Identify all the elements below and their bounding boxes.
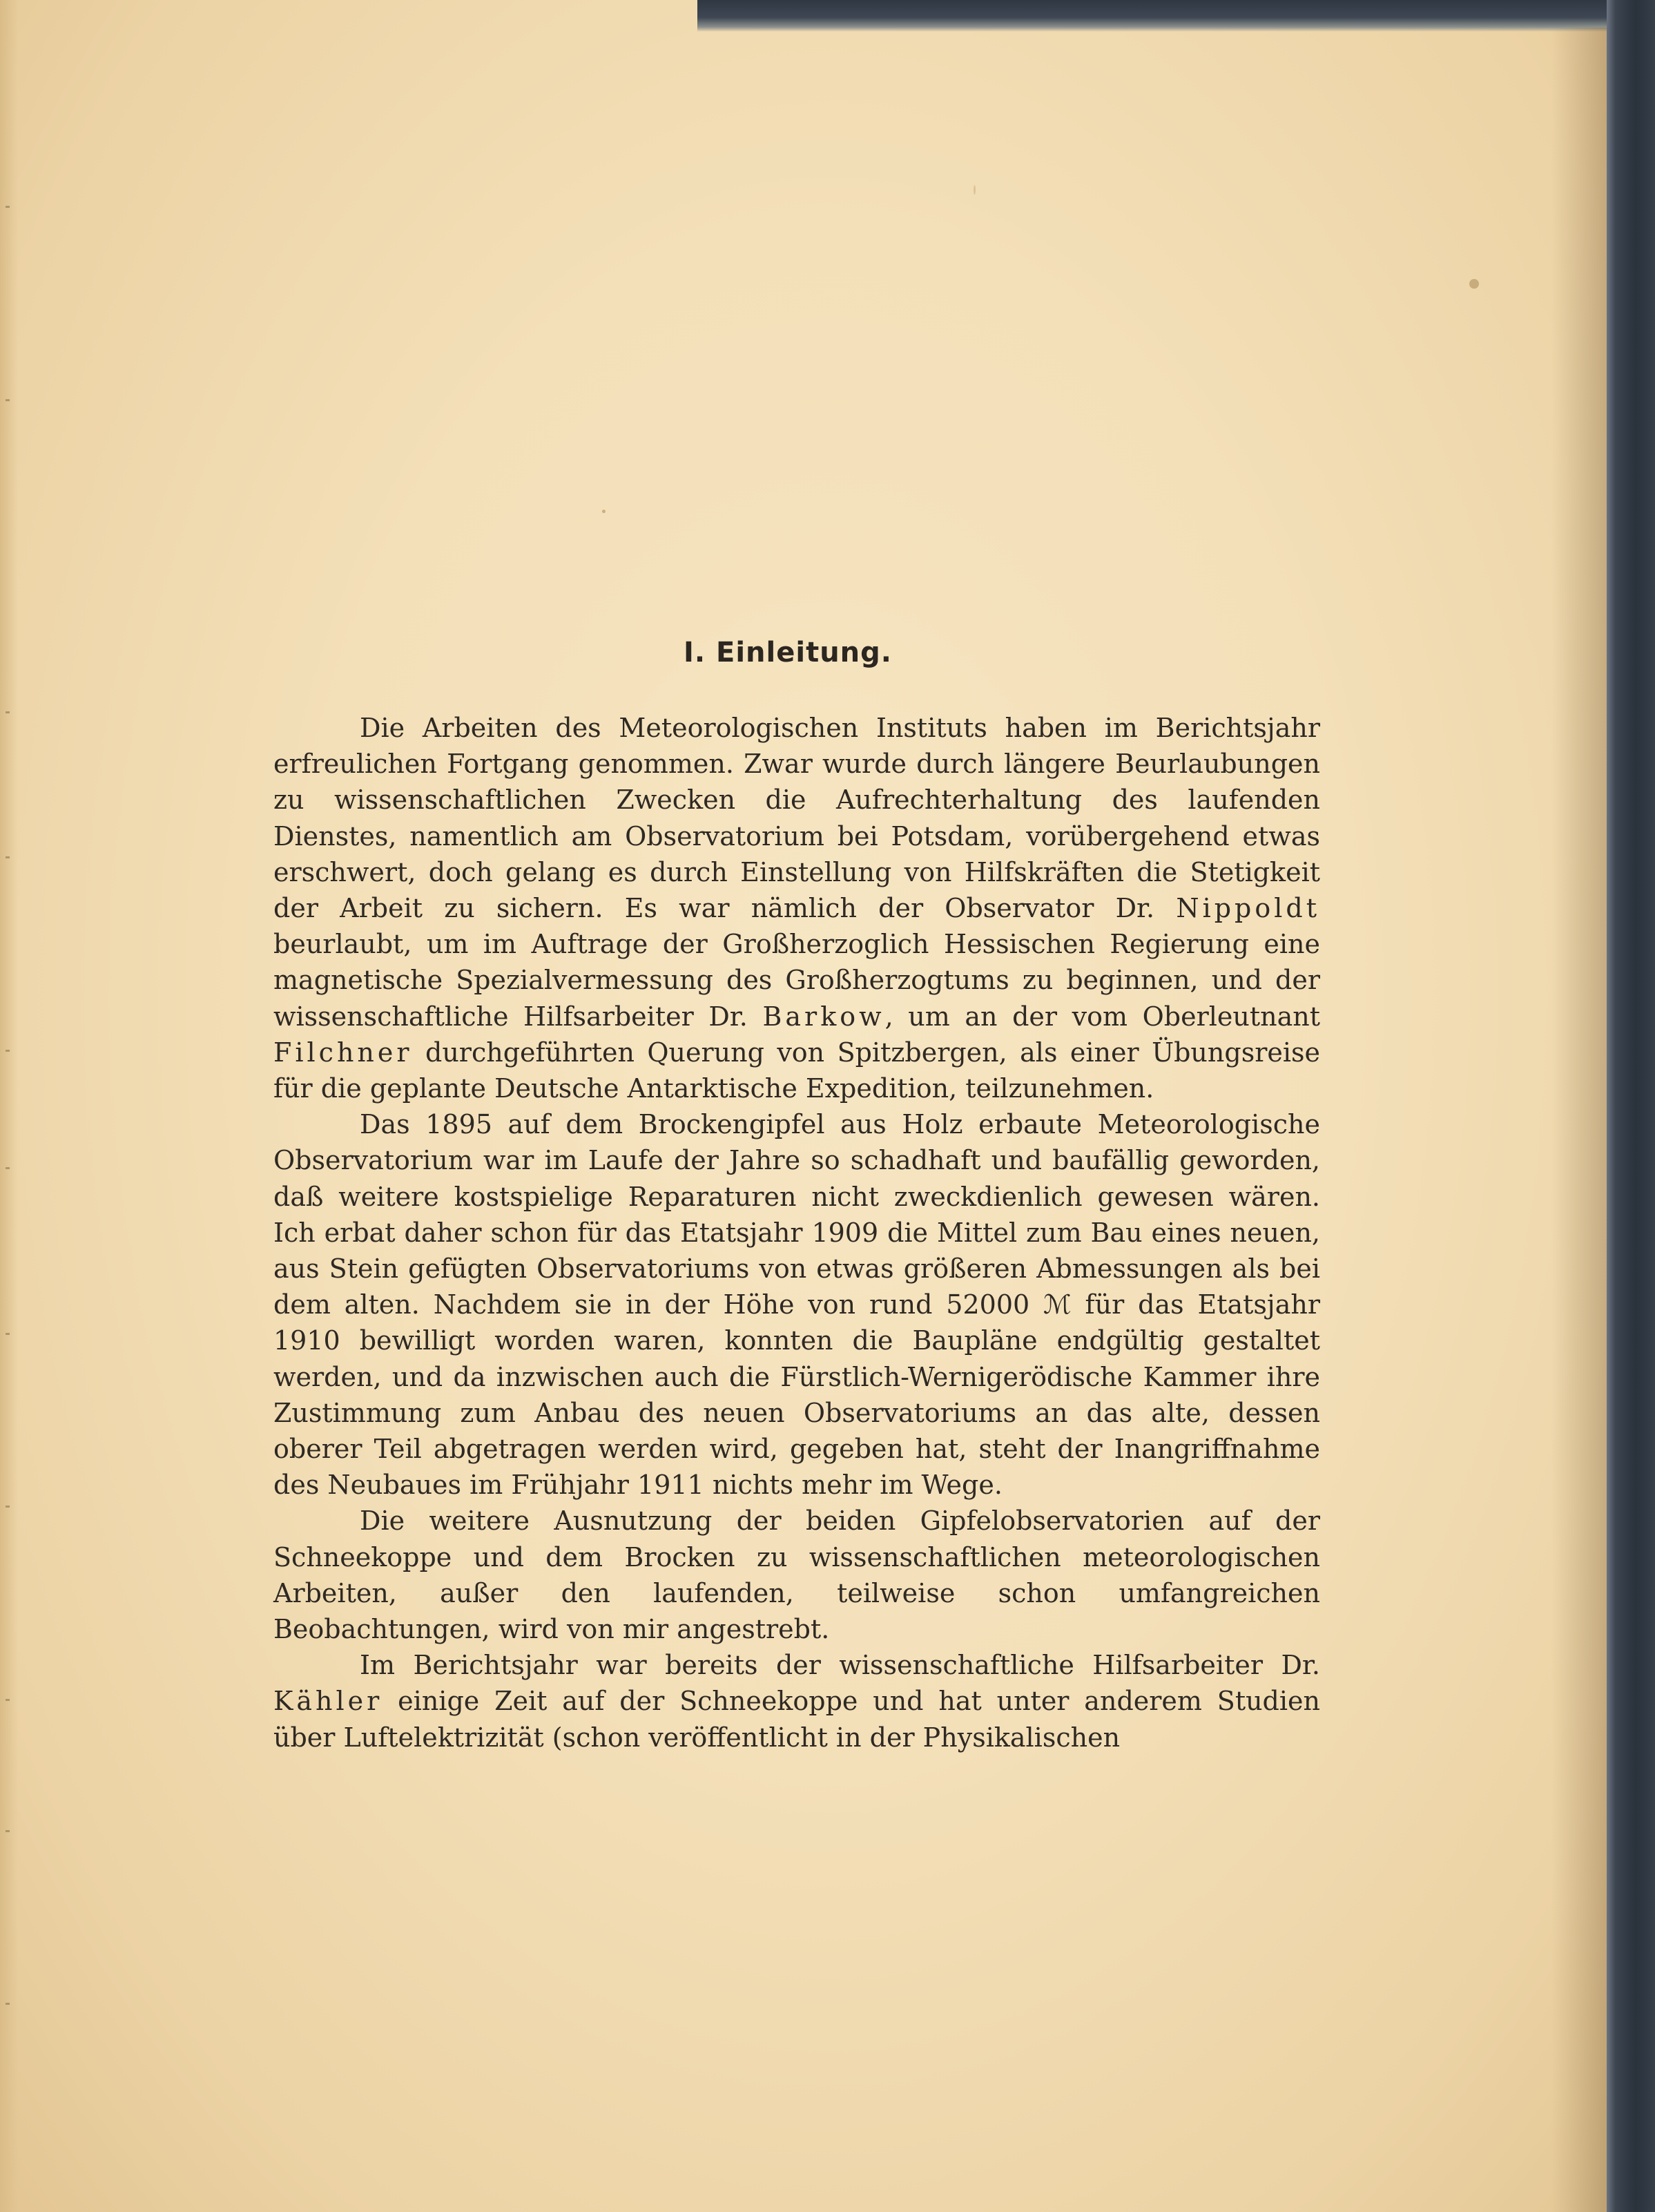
book-binding-right <box>1607 0 1655 2212</box>
paragraph <box>273 710 1320 1106</box>
edge-mark <box>6 1699 10 1701</box>
paragraph-text: Die Arbeiten des Meteorologischen Instituts haben im Berichtsjahr erfreulichen Fortgang genommen. Zwar wurde durch längere Beurlaubungen zu wissenschaftlichen Zwecken die Aufrechterhaltung des laufenden Dienstes, namentlich am Observatorium bei Potsdam, vorübergehend etwas erschwert, doch gelang es durch Einstellung von Hilfskräften die Stetigkeit der Arbeit zu sichern. Es war nämlich der Observator Dr. <box>273 713 1320 924</box>
spaced-name: Kähler <box>273 1686 383 1717</box>
paragraph-text: einige Zeit auf der Schneekoppe und hat unter anderem Studien über Luftelektrizität (schon veröffentlicht in der Physikalischen <box>273 1686 1320 1753</box>
edge-mark <box>6 711 10 713</box>
paragraph-text: beurlaubt, um im Auftrage der Großherzoglich Hessischen Regierung eine magnetische Spezialvermessung des Großherzogtums zu beginnen, und der wissenschaftliche Hilfsarbeiter Dr. <box>273 929 1320 1032</box>
paragraph-text: Die weitere Ausnutzung der beiden Gipfelobservatorien auf der Schneekoppe und dem Brocken zu wissenschaftlichen meteorologischen Arbeiten, außer den laufenden, teilweise schon umfangreichen Beobachtungen, wird von mir angestrebt. <box>273 1506 1320 1645</box>
paragraph <box>273 1503 1320 1647</box>
paper-speck <box>974 185 976 195</box>
paper-speck <box>602 510 606 513</box>
body-text <box>273 710 1320 1756</box>
paragraph <box>273 1106 1320 1503</box>
edge-mark <box>6 1506 10 1508</box>
edge-mark <box>6 1050 10 1052</box>
paragraph-text: Das 1895 auf dem Brockengipfel aus Holz erbaute Meteorologische Observatorium war im Laufe der Jahre so schadhaft und baufällig geworden, daß weitere kostspielige Reparaturen nicht zweckdienlich gewesen wären. Ich erbat daher schon für das Etatsjahr 1909 die Mittel zum Bau eines neuen, aus Stein gefügten Observatoriums von etwas größeren Abmessungen als bei dem alten. Nachdem sie in der Höhe von rund 52000 ℳ für das Etatsjahr 1910 bewilligt worden waren, konnten die Baupläne endgültig gestaltet werden, und da inzwischen auch die Fürstlich-Wernigerödische Kammer ihre Zustimmung zum Anbau des neuen Observatoriums an das alte, dessen oberer Teil abgetragen werden wird, gegeben hat, steht der Inangriffnahme des Neubaues im Frühjahr 1911 nichts mehr im Wege. <box>273 1109 1320 1501</box>
edge-mark <box>6 1830 10 1832</box>
spaced-name: Filchner <box>273 1037 413 1068</box>
book-binding-top <box>697 0 1655 32</box>
paragraph-text: Im Berichtsjahr war bereits der wissenschaftliche Hilfsarbeiter Dr. <box>360 1650 1320 1681</box>
edge-mark <box>6 1167 10 1169</box>
paragraph <box>273 1647 1320 1756</box>
edge-mark <box>6 206 10 208</box>
paragraph-text: , um an der vom Oberleutnant <box>884 1001 1321 1032</box>
edge-mark <box>6 2003 10 2005</box>
spine-shadow <box>1551 28 1607 2212</box>
page-left-edge <box>0 0 18 2212</box>
section-heading: I. Einleitung. <box>684 637 892 669</box>
spaced-name: Barkow <box>762 1001 885 1032</box>
edge-mark <box>6 399 10 401</box>
edge-mark <box>6 856 10 858</box>
paragraph-text: durchgeführten Querung von Spitzbergen, als einer Übungsreise für die geplante Deutsche Antarktische Expedition, teilzunehmen. <box>273 1037 1320 1104</box>
paper-speck <box>1469 279 1479 289</box>
spaced-name: Nippoldt <box>1176 893 1320 924</box>
edge-mark <box>6 1333 10 1335</box>
